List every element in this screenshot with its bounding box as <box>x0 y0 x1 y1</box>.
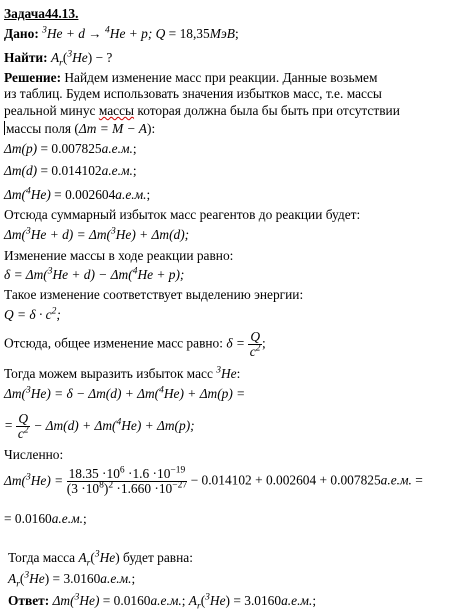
change-text: Изменение массы в ходе реакции равно: <box>4 248 234 263</box>
solution-line-3: реальной минус массы которая должна была бы быть при отсутствии <box>4 103 400 118</box>
numeric-label: Численно: <box>4 447 64 462</box>
eq-result: = 0.0160а.е.м.; <box>4 511 87 526</box>
answer-line: Ответ: Δm($^3$He) = 0.0160а.е.м.; $A_r(^3He) = 3.0160а.е.м$.; <box>8 592 317 612</box>
solution-line-2: из таблиц. Будем использовать значения избытков масс, т.е. массы <box>4 86 382 101</box>
eq-dm-he4: Δm($^4$He) = 0.002604а.е.м.; <box>4 186 151 202</box>
mass-text: Тогда масса $A_r(^3He)$ будет равна: <box>8 549 193 569</box>
express-text: Тогда можем выразить избыток масс $^3$He: <box>4 365 241 381</box>
given-line: Дано: $^3$He + d → $^4$He + p; Q = 18,35МэВ; <box>4 25 239 41</box>
solution-line-1: Решение: Найдем изменение масс при реакции. Данные возьмем <box>4 70 378 85</box>
eq-mass: $A_r(^3He) = 3.0160а.е.м$.; <box>8 570 136 590</box>
eq-express-2: = $\frac{Q}{c^2}$ − Δm(d) + Δm($^4$He) + Δm(p); <box>4 411 195 441</box>
sum-text: Отсюда суммарный избыток масс реагентов до реакции будет: <box>4 207 361 222</box>
find-line: Найти: $A_r(^3He)$ − ? <box>4 49 113 69</box>
problem-title: Задача44.13. <box>4 6 79 21</box>
eq-numeric: Δm($^3$He) = $\frac{18.35 \cdot 10^6 \cdot 1.6 \cdot 10^{-19}}{(3 \cdot 10^8)^2 \cdot 1.660 \cdot 10^{-27}}$ − 0.014102 + 0.002604 + 0.007825а.е.м. = <box>4 465 423 496</box>
eq-express: Δm($^3$He) = δ − Δm(d) + Δm($^4$He) + Δm(p) = <box>4 385 246 401</box>
eq-sum: Δm($^3$He + d) = Δm($^3$He) + Δm(d); <box>4 226 190 242</box>
eq-dm-p: Δm(p) = 0.007825а.е.м.; <box>4 141 137 156</box>
text-cursor <box>4 121 5 135</box>
solution-line-4: массы поля (Δm = M − A): <box>6 121 156 136</box>
eq-energy: $Q = \delta \cdot c^2$; <box>4 306 61 322</box>
eq-dm-d: Δm(d) = 0.014102а.е.м.; <box>4 163 137 178</box>
energy-text: Такое изменение соответствует выделению энергии: <box>4 287 304 302</box>
total-line: Отсюда, общее изменение масс равно: δ = $\frac{Q}{c^2}$ ; <box>4 329 266 359</box>
eq-delta: δ = Δm($^3$He + d) − Δm($^4$He + p); <box>4 266 185 282</box>
